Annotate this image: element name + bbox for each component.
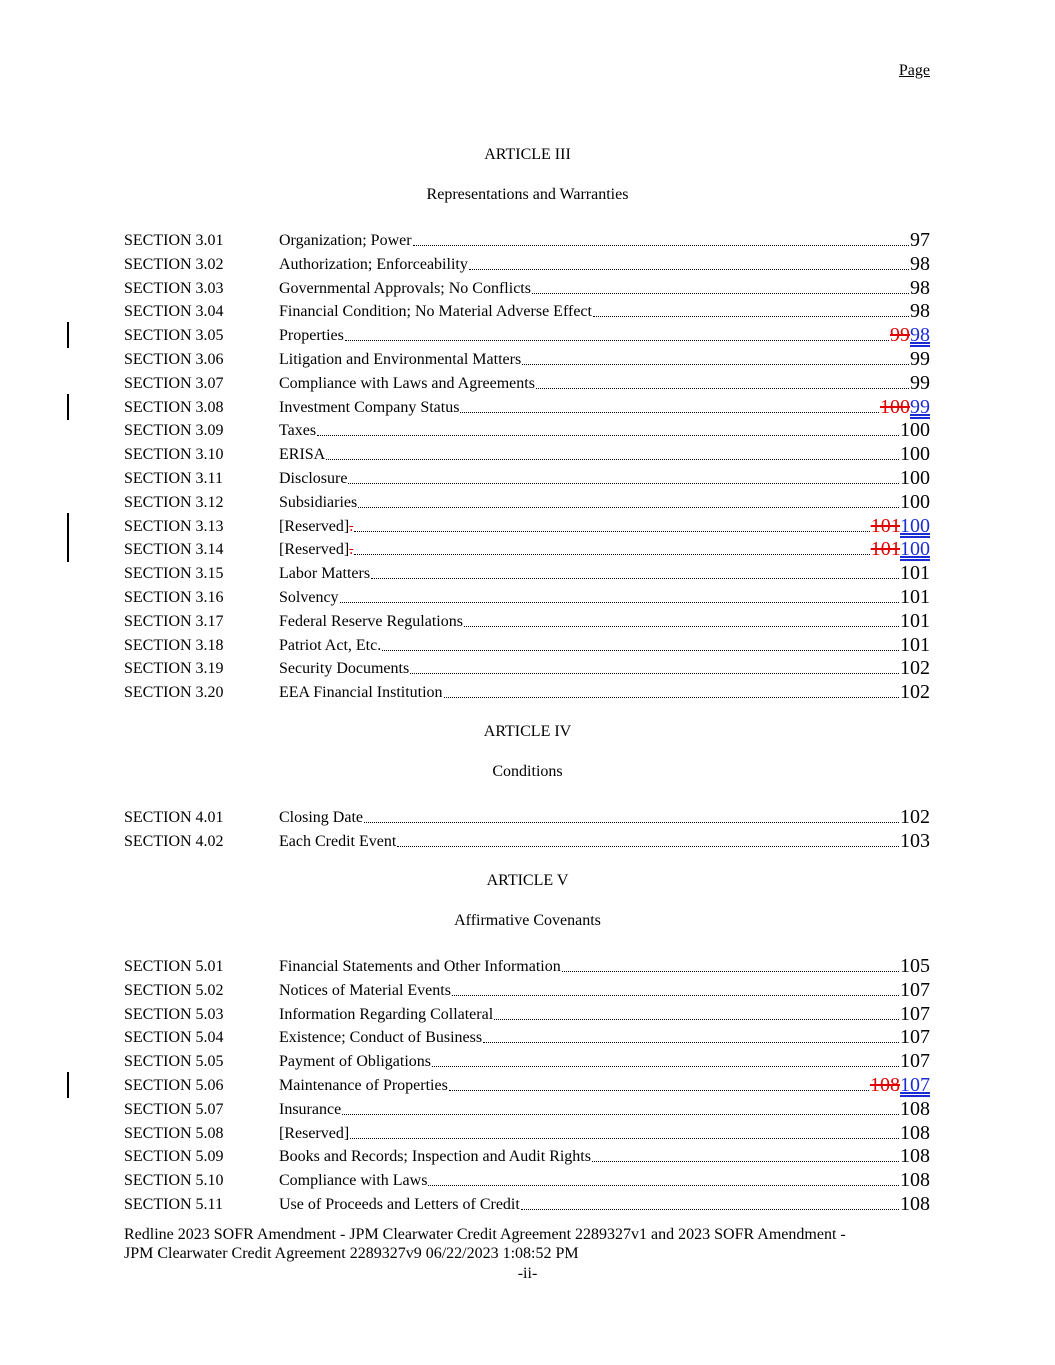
section-number: SECTION 5.02 (124, 981, 224, 999)
dot-leader (382, 649, 899, 651)
toc-entry (124, 515, 930, 537)
dot-leader (483, 1041, 899, 1043)
toc-entry (124, 1145, 930, 1167)
dot-leader (444, 696, 899, 698)
page-ref (871, 515, 930, 537)
section-number: SECTION 3.18 (124, 636, 224, 654)
page-ref (900, 657, 930, 679)
page-ref (900, 955, 930, 977)
section-title-text: Books and Records; Inspection and Audit Rights (279, 1148, 591, 1166)
page-ref (900, 443, 930, 465)
section-title (279, 494, 357, 513)
section-number: SECTION 3.14 (124, 541, 224, 559)
page-ref (900, 979, 930, 1001)
entry-line (279, 491, 930, 513)
section-title (279, 589, 339, 608)
section-title (279, 1172, 427, 1191)
section-title-text: Financial Condition; No Material Adverse Effect (279, 303, 592, 321)
page-number-value: 100 (900, 490, 930, 513)
section-title-text: Compliance with Laws (279, 1172, 428, 1190)
entry-line (279, 277, 930, 299)
section-number: SECTION 3.12 (124, 493, 224, 511)
page-number-value: 108 (900, 1121, 930, 1144)
section-title (279, 1053, 431, 1072)
section-title (279, 1125, 349, 1144)
page-ref (900, 1193, 930, 1215)
entry-line (279, 348, 930, 370)
section-title-text: Investment Company Status (279, 398, 460, 416)
dot-leader (413, 244, 909, 246)
section-number: SECTION 3.20 (124, 684, 224, 702)
page-ref (890, 324, 930, 346)
section-number: SECTION 3.02 (124, 255, 224, 273)
page-ref (910, 348, 930, 370)
toc-entry (124, 1050, 930, 1072)
dot-leader (410, 672, 899, 674)
section-title (279, 280, 531, 299)
page-ref (900, 1098, 930, 1120)
section-title-text: Existence; Conduct of Business (279, 1029, 483, 1047)
section-number: SECTION 3.04 (124, 303, 224, 321)
section-title (279, 1101, 341, 1120)
page-number-value: 100 (900, 419, 930, 442)
entry-line (279, 419, 930, 441)
entry-line (279, 538, 930, 560)
entry-line (279, 806, 930, 828)
page-ref (910, 253, 930, 275)
page-ref (900, 1145, 930, 1167)
page-ref (900, 586, 930, 608)
section-number: SECTION 5.07 (124, 1100, 224, 1118)
section-title-text: Subsidiaries (279, 493, 358, 511)
page-ref (900, 1122, 930, 1144)
toc-entry (124, 300, 930, 322)
entry-line (279, 443, 930, 465)
section-title-text: Closing Date (279, 809, 363, 826)
section-title (279, 303, 592, 322)
page-ref (900, 1026, 930, 1048)
section-title (279, 982, 451, 1001)
change-bar (67, 1072, 69, 1098)
entry-line (279, 586, 930, 608)
section-title-text: Notices of Material Events (279, 981, 451, 999)
page-number-value: 100 (900, 443, 930, 466)
toc-entry (124, 586, 930, 608)
toc-entry (124, 610, 930, 632)
deleted-page-number: 108 (870, 1074, 900, 1096)
article-subheading: Conditions (492, 763, 563, 780)
section-title-text: Insurance (279, 1100, 342, 1118)
entry-line (279, 300, 930, 322)
page-number-value: 108 (900, 1097, 930, 1120)
toc-entry (124, 253, 930, 275)
page-number-value: 105 (900, 955, 930, 977)
section-number: SECTION 3.15 (124, 565, 224, 583)
section-title-text: Organization; Power (279, 232, 412, 249)
dot-leader (452, 994, 899, 996)
section-title (279, 518, 353, 537)
dot-leader (494, 1018, 899, 1020)
entry-line (279, 830, 930, 852)
entry-line (279, 681, 930, 703)
section-number: SECTION 3.06 (124, 351, 224, 368)
section-number: SECTION 5.04 (124, 1029, 224, 1047)
deleted-text: . (349, 541, 354, 559)
page-ref (910, 372, 930, 394)
toc-entry (124, 657, 930, 679)
section-title (279, 613, 463, 632)
section-title-text: [Reserved] (279, 517, 350, 535)
section-title-text: Solvency (279, 589, 339, 606)
section-title-text: Authorization; Enforceability (279, 255, 468, 273)
entry-line (279, 1074, 930, 1096)
section-number: SECTION 3.01 (124, 232, 224, 249)
page-ref (900, 562, 930, 584)
page-number-value: 101 (900, 633, 930, 656)
entry-line (279, 1050, 930, 1072)
section-number: SECTION 5.01 (124, 958, 224, 975)
section-number: SECTION 4.02 (124, 832, 224, 850)
section-title-text: Security Documents (279, 660, 410, 678)
page-number-value: 101 (900, 609, 930, 632)
footer-line: JPM Clearwater Credit Agreement 2289327v9 06/22/2023 1:08:52 PM (124, 1245, 579, 1262)
page-ref (900, 419, 930, 441)
dot-leader (364, 821, 899, 823)
toc-entry (124, 1193, 930, 1215)
page-number-value: 101 (900, 562, 930, 585)
dot-leader (342, 1113, 899, 1115)
section-number: SECTION 3.16 (124, 589, 224, 606)
dot-leader (562, 970, 899, 972)
section-title-text: Taxes (279, 422, 317, 440)
deleted-page-number: 99 (890, 324, 910, 347)
page-number-value: 108 (900, 1169, 930, 1192)
inserted-page-number: 99 (910, 395, 930, 418)
page-number-value: 102 (900, 657, 930, 680)
section-title-text: [Reserved] (279, 541, 350, 559)
section-number: SECTION 5.06 (124, 1077, 224, 1094)
section-title-text: [Reserved] (279, 1124, 350, 1142)
dot-leader (428, 1184, 899, 1186)
page-number-value: 98 (910, 300, 930, 323)
page-ref (900, 634, 930, 656)
dot-leader (464, 625, 899, 627)
section-title-text: Financial Statements and Other Information (279, 958, 561, 975)
section-number: SECTION 5.03 (124, 1005, 224, 1023)
toc-entry (124, 562, 930, 584)
dot-leader (536, 387, 909, 389)
page-ref (900, 806, 930, 828)
toc-entry (124, 1098, 930, 1120)
section-title (279, 809, 363, 828)
section-title (279, 446, 325, 465)
toc-entry (124, 979, 930, 1001)
section-title (279, 327, 344, 346)
page-ref (900, 610, 930, 632)
entry-line (279, 324, 930, 346)
section-title (279, 232, 412, 251)
dot-leader (397, 845, 899, 847)
page-number-value: 102 (900, 806, 930, 828)
page-number-value: 100 (900, 467, 930, 489)
section-number: SECTION 3.11 (124, 470, 223, 487)
page-number-value: 107 (900, 1026, 930, 1049)
section-title-text: ERISA (279, 446, 326, 464)
page-ref (880, 396, 930, 418)
dot-leader (354, 553, 870, 555)
section-title (279, 660, 409, 679)
dot-leader (522, 363, 909, 365)
dot-leader (469, 268, 909, 270)
toc-entry (124, 830, 930, 852)
page-number: -ii- (517, 1265, 538, 1282)
page-ref (900, 681, 930, 703)
change-bar (67, 394, 69, 420)
change-bar (67, 322, 69, 348)
entry-line (279, 1098, 930, 1120)
section-title-text: Litigation and Environmental Matters (279, 351, 522, 368)
toc-entry (124, 634, 930, 656)
section-title-text: Federal Reserve Regulations (279, 612, 463, 630)
page-ref (871, 538, 930, 560)
section-title (279, 1006, 493, 1025)
toc-entry (124, 806, 930, 828)
page-number-value: 107 (900, 978, 930, 1001)
section-number: SECTION 5.05 (124, 1053, 224, 1071)
page-number-value: 108 (900, 1145, 930, 1168)
section-title-text: Governmental Approvals; No Conflicts (279, 279, 531, 297)
page-ref (900, 1169, 930, 1191)
page-ref (910, 300, 930, 322)
section-title-text: Patriot Act, Etc. (279, 636, 382, 654)
entry-line (279, 396, 930, 418)
section-number: SECTION 3.09 (124, 422, 224, 440)
section-title (279, 422, 316, 441)
page-ref (900, 830, 930, 852)
toc-entry (124, 229, 930, 251)
entry-line (279, 610, 930, 632)
page-number-value: 107 (900, 1050, 930, 1073)
section-title-text: Properties (279, 327, 344, 345)
page-number-value: 97 (910, 229, 930, 251)
toc-entry (124, 491, 930, 513)
toc-entry (124, 277, 930, 299)
page-number-value: 103 (900, 829, 930, 852)
section-number: SECTION 3.05 (124, 327, 224, 345)
dot-leader (358, 506, 899, 508)
change-bar (67, 513, 69, 539)
toc-entry (124, 443, 930, 465)
article-heading: ARTICLE III (484, 146, 571, 163)
section-number: SECTION 5.08 (124, 1124, 224, 1142)
page-number-value: 98 (910, 252, 930, 275)
entry-line (279, 1145, 930, 1167)
article-heading: ARTICLE V (486, 872, 569, 889)
toc-entry (124, 1122, 930, 1144)
section-number: SECTION 3.08 (124, 398, 224, 416)
section-title (279, 399, 459, 418)
page-column-label: Page (898, 62, 930, 79)
deleted-page-number: 101 (870, 538, 900, 561)
toc-entry (124, 681, 930, 703)
page-ref (910, 229, 930, 251)
section-title-text: Payment of Obligations (279, 1053, 431, 1071)
toc-entry (124, 396, 930, 418)
toc-entry (124, 1169, 930, 1191)
page-ref (870, 1074, 930, 1096)
section-title (279, 1148, 591, 1167)
section-title (279, 1077, 448, 1096)
page-number-value: 107 (900, 1002, 930, 1025)
dot-leader (350, 1137, 899, 1139)
toc-entry (124, 1026, 930, 1048)
article-heading: ARTICLE IV (483, 723, 572, 740)
deleted-page-number: 101 (870, 514, 900, 537)
page-ref (900, 491, 930, 513)
section-title (279, 958, 561, 977)
section-title-text: Each Credit Event (279, 832, 397, 850)
section-number: SECTION 3.19 (124, 660, 224, 678)
entry-line (279, 372, 930, 394)
section-title (279, 1029, 482, 1048)
dot-leader (340, 601, 899, 603)
section-number: SECTION 3.10 (124, 446, 224, 464)
page-ref (910, 277, 930, 299)
page-number-value: 99 (910, 348, 930, 370)
entry-line (279, 515, 930, 537)
page-number-value: 108 (900, 1193, 930, 1215)
page-number-value: 98 (910, 276, 930, 299)
entry-line (279, 1026, 930, 1048)
dot-leader (317, 434, 899, 436)
dot-leader (460, 411, 879, 413)
toc-entry (124, 955, 930, 977)
section-title-text: EEA Financial Institution (279, 684, 443, 702)
toc-entry (124, 419, 930, 441)
section-title-text: Information Regarding Collateral (279, 1005, 494, 1023)
section-title (279, 541, 353, 560)
section-title (279, 565, 370, 584)
toc-entry (124, 538, 930, 560)
dot-leader (354, 530, 870, 532)
entry-line (279, 1169, 930, 1191)
inserted-page-number: 100 (900, 514, 930, 537)
section-number: SECTION 5.10 (124, 1172, 224, 1190)
section-number: SECTION 4.01 (124, 809, 224, 826)
deleted-text: . (349, 517, 354, 535)
change-bar (67, 536, 69, 562)
footer (124, 1225, 924, 1263)
section-number: SECTION 3.03 (124, 279, 224, 297)
dot-leader (593, 315, 909, 317)
section-title-text: Disclosure (279, 470, 348, 487)
dot-leader (449, 1089, 869, 1091)
section-title-text: Compliance with Laws and Agreements (279, 374, 535, 392)
section-title (279, 375, 535, 394)
section-title (279, 470, 347, 489)
page-number-value: 102 (900, 681, 930, 704)
section-number: SECTION 3.07 (124, 374, 224, 392)
entry-line (279, 634, 930, 656)
section-title (279, 684, 443, 703)
toc-entry (124, 372, 930, 394)
section-number: SECTION 3.17 (124, 612, 224, 630)
section-title-text: Labor Matters (279, 565, 371, 583)
section-title (279, 1196, 520, 1215)
section-title (279, 256, 468, 275)
inserted-page-number: 107 (900, 1074, 930, 1096)
section-title (279, 351, 521, 370)
entry-line (279, 253, 930, 275)
entry-line (279, 955, 930, 977)
entry-line (279, 1122, 930, 1144)
section-number: SECTION 5.09 (124, 1148, 224, 1166)
entry-line (279, 467, 930, 489)
article-subheading: Affirmative Covenants (454, 912, 601, 929)
toc-entry (124, 324, 930, 346)
page-ref (900, 1003, 930, 1025)
entry-line (279, 1003, 930, 1025)
toc-entry (124, 467, 930, 489)
toc-entry (124, 348, 930, 370)
inserted-page-number: 98 (910, 324, 930, 347)
inserted-page-number: 100 (900, 538, 930, 561)
entry-line (279, 1193, 930, 1215)
page-number-value: 101 (900, 586, 930, 608)
article-subheading: Representations and Warranties (426, 186, 629, 203)
page-ref (900, 1050, 930, 1072)
dot-leader (521, 1208, 899, 1210)
section-title (279, 833, 396, 852)
toc-entry (124, 1003, 930, 1025)
entry-line (279, 979, 930, 1001)
dot-leader (326, 458, 899, 460)
toc-entry (124, 1074, 930, 1096)
entry-line (279, 229, 930, 251)
page-ref (900, 467, 930, 489)
page-number-value: 99 (910, 371, 930, 394)
deleted-page-number: 100 (880, 395, 910, 418)
section-title-text: Maintenance of Properties (279, 1077, 448, 1094)
section-title-text: Use of Proceeds and Letters of Credit (279, 1196, 520, 1213)
dot-leader (348, 482, 899, 484)
entry-line (279, 657, 930, 679)
dot-leader (592, 1160, 899, 1162)
section-number: SECTION 3.13 (124, 517, 224, 535)
dot-leader (432, 1065, 899, 1067)
section-number: SECTION 5.11 (124, 1196, 223, 1213)
dot-leader (345, 339, 889, 341)
dot-leader (532, 292, 909, 294)
footer-line: Redline 2023 SOFR Amendment - JPM Clearwater Credit Agreement 2289327v1 and 2023 SOFR Amendment - (124, 1226, 846, 1243)
dot-leader (371, 577, 899, 579)
section-title (279, 637, 381, 656)
entry-line (279, 562, 930, 584)
